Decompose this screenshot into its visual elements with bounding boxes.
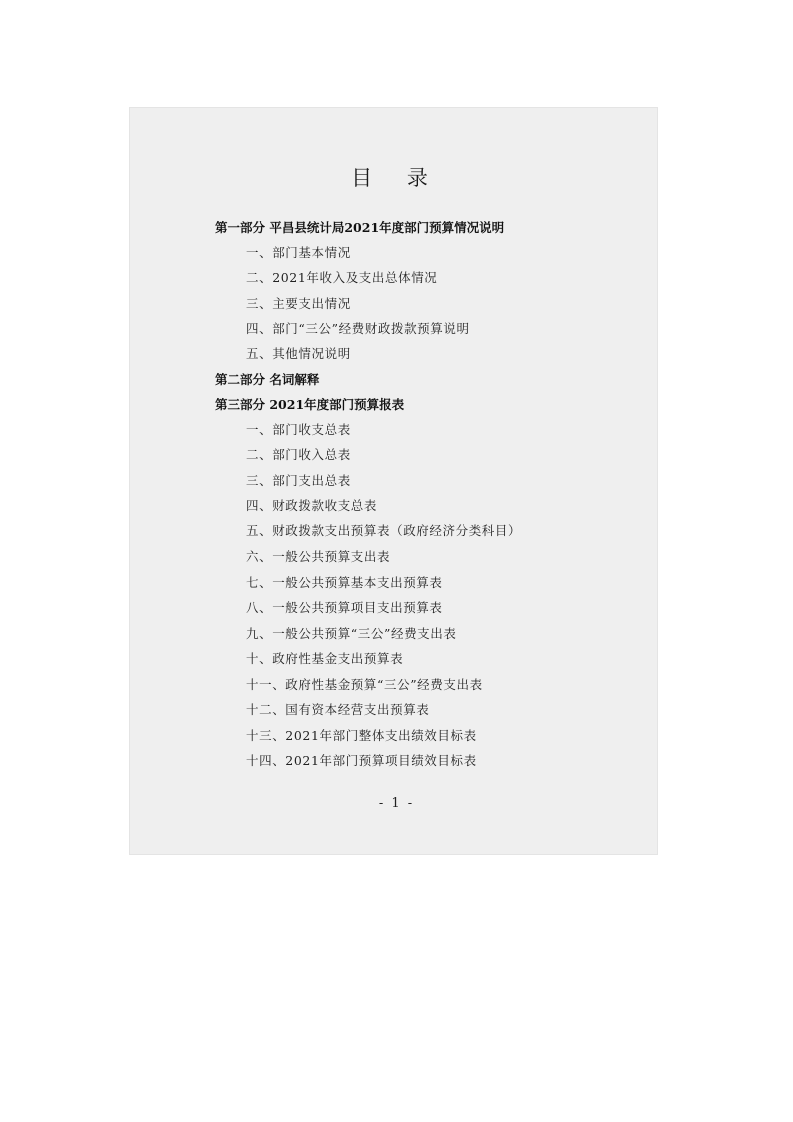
- toc-part-3-item-11: 十一、政府性基金预算“三公”经费支出表: [246, 677, 483, 692]
- toc-part-3-item-10: 十、政府性基金支出预算表: [246, 651, 404, 666]
- toc-part-3-item-2: 二、部门收入总表: [246, 447, 351, 462]
- toc-part-3-item-4: 四、财政拨款收支总表: [246, 498, 378, 513]
- document-title: 目 录: [351, 166, 442, 190]
- toc-part-1-item-4: 四、部门“三公”经费财政拨款预算说明: [246, 321, 470, 336]
- toc-part-1-item-3: 三、主要支出情况: [246, 296, 351, 311]
- toc-part-1-heading: 第一部分 平昌县统计局2021年度部门预算情况说明: [215, 220, 505, 235]
- toc-part-3-item-12: 十二、国有资本经营支出预算表: [246, 702, 430, 717]
- toc-part-3-item-1: 一、部门收支总表: [246, 422, 351, 437]
- toc-part-3-item-14: 十四、2021年部门预算项目绩效目标表: [246, 753, 477, 768]
- toc-part-3-item-6: 六、一般公共预算支出表: [246, 549, 391, 564]
- page-number: - 1 -: [378, 796, 415, 811]
- toc-part-3-item-9: 九、一般公共预算“三公”经费支出表: [246, 626, 457, 641]
- toc-part-3-item-8: 八、一般公共预算项目支出预算表: [246, 600, 443, 615]
- toc-part-2-heading: 第二部分 名词解释: [215, 372, 320, 387]
- toc-part-3-item-5: 五、财政拨款支出预算表（政府经济分类科目）: [246, 523, 522, 538]
- toc-part-3-item-7: 七、一般公共预算基本支出预算表: [246, 575, 443, 590]
- toc-part-1-item-2: 二、2021年收入及支出总体情况: [246, 270, 438, 285]
- toc-part-1-item-5: 五、其他情况说明: [246, 346, 351, 361]
- toc-part-1-item-1: 一、部门基本情况: [246, 245, 351, 260]
- toc-part-3-item-3: 三、部门支出总表: [246, 473, 351, 488]
- toc-part-3-heading: 第三部分 2021年度部门预算报表: [215, 397, 405, 412]
- toc-part-3-item-13: 十三、2021年部门整体支出绩效目标表: [246, 728, 477, 743]
